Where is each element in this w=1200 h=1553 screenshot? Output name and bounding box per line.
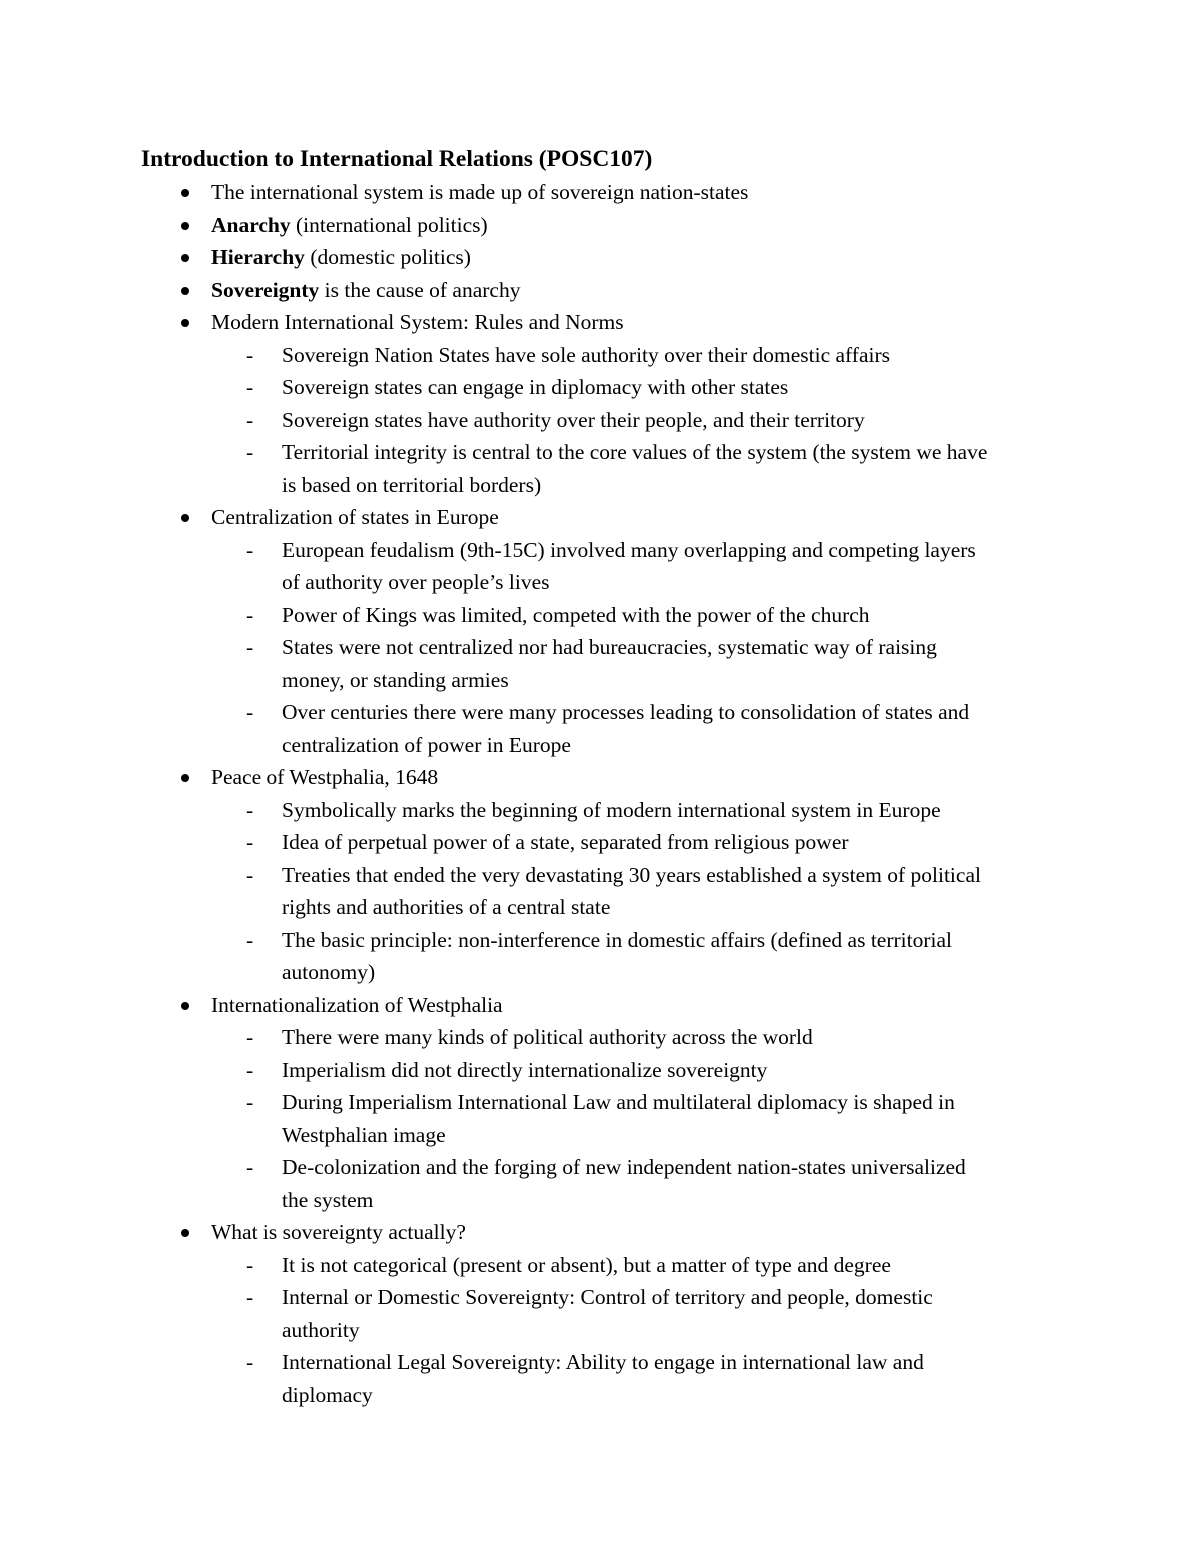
bullet-body: is the cause of anarchy xyxy=(319,277,521,302)
sub-item-line: Power of Kings was limited, competed with the power of the church xyxy=(282,602,870,627)
sub-list xyxy=(211,1249,1071,1412)
sub-list xyxy=(211,534,1071,762)
dash-marker: - xyxy=(246,700,254,724)
bullet-dot-icon xyxy=(181,319,189,327)
sub-item xyxy=(141,631,1071,696)
bullet-bold-term: Anarchy xyxy=(211,212,291,237)
sub-item xyxy=(141,1021,1071,1054)
bullet-dot-icon xyxy=(181,1229,189,1237)
sub-item-line: centralization of power in Europe xyxy=(282,732,571,757)
sub-item-line: The basic principle: non-interference in domestic affairs (defined as territorial xyxy=(282,927,952,952)
bullet-item xyxy=(141,1216,1071,1411)
dash-marker: - xyxy=(246,927,254,952)
sub-item-line: rights and authorities of a central state xyxy=(282,895,611,919)
sub-item-line: authority xyxy=(282,1317,360,1342)
bullet-text xyxy=(211,274,1071,307)
sub-list xyxy=(211,794,1071,989)
bullet-body: Peace of Westphalia, 1648 xyxy=(211,765,439,789)
bullet-item xyxy=(141,209,1071,242)
dash-marker: - xyxy=(246,407,254,432)
sub-item-line: European feudalism (9th-15C) involved many overlapping and competing layers xyxy=(282,537,976,562)
sub-item xyxy=(141,371,1071,404)
sub-item xyxy=(141,599,1071,632)
sub-item-line: money, or standing armies xyxy=(282,667,509,692)
sub-item-line: It is not categorical (present or absent), but a matter of type and degree xyxy=(282,1252,891,1277)
dash-marker: - xyxy=(246,537,254,562)
bullet-item xyxy=(141,274,1071,307)
bullet-body: Centralization of states in Europe xyxy=(211,505,499,529)
sub-item-line: Westphalian image xyxy=(282,1122,446,1147)
bullet-text xyxy=(211,1216,1071,1249)
bullet-item xyxy=(141,761,1071,989)
dash-marker: - xyxy=(246,1155,254,1179)
dash-marker: - xyxy=(246,797,254,822)
sub-item xyxy=(141,1249,1071,1282)
sub-item-line: autonomy) xyxy=(282,960,376,984)
bullet-dot-icon xyxy=(181,254,189,262)
bullet-item xyxy=(141,989,1071,1217)
sub-item xyxy=(141,1346,1071,1411)
sub-item xyxy=(141,1054,1071,1087)
sub-item xyxy=(141,794,1071,827)
bullet-list xyxy=(141,176,1071,1411)
sub-item-line: Sovereign states can engage in diplomacy with other states xyxy=(282,375,789,399)
bullet-dot-icon xyxy=(181,189,189,197)
sub-list xyxy=(211,339,1071,502)
bullet-text xyxy=(211,501,1071,534)
sub-item-line: Imperialism did not directly internationalize sovereignty xyxy=(282,1057,768,1082)
sub-item-line: Idea of perpetual power of a state, separated from religious power xyxy=(282,830,849,854)
bullet-text xyxy=(211,761,1071,794)
dash-marker: - xyxy=(246,830,254,854)
bullet-dot-icon xyxy=(181,222,189,230)
sub-item-line: is based on territorial borders) xyxy=(282,472,542,497)
bullet-bold-term: Sovereignty xyxy=(211,277,320,302)
sub-item-line: There were many kinds of political authority across the world xyxy=(282,1025,813,1049)
sub-item xyxy=(141,1151,1071,1216)
dash-marker: - xyxy=(246,1350,254,1374)
sub-item xyxy=(141,859,1071,924)
sub-item xyxy=(141,696,1071,761)
sub-item-line: Internal or Domestic Sovereignty: Control of territory and people, domestic xyxy=(282,1285,933,1309)
sub-item-line: Territorial integrity is central to the core values of the system (the system we have xyxy=(282,440,988,464)
dash-marker: - xyxy=(246,375,254,399)
sub-list xyxy=(211,1021,1071,1216)
dash-marker: - xyxy=(246,602,254,627)
sub-item-line: Treaties that ended the very devastating 30 years established a system of political xyxy=(282,862,981,887)
sub-item-line: De-colonization and the forging of new independent nation-states universalized xyxy=(282,1155,966,1179)
bullet-bold-term: Hierarchy xyxy=(211,245,305,269)
sub-item xyxy=(141,1086,1071,1151)
sub-item-line: Symbolically marks the beginning of modern international system in Europe xyxy=(282,797,941,822)
bullet-text xyxy=(211,209,1071,242)
dash-marker: - xyxy=(246,1285,254,1309)
dash-marker: - xyxy=(246,342,254,367)
bullet-text xyxy=(211,306,1071,339)
sub-item-line: of authority over people’s lives xyxy=(282,570,550,594)
sub-item xyxy=(141,924,1071,989)
sub-item xyxy=(141,436,1071,501)
dash-marker: - xyxy=(246,862,254,887)
bullet-text xyxy=(211,241,1071,274)
bullet-text xyxy=(211,989,1071,1022)
dash-marker: - xyxy=(246,635,254,659)
document-title: Introduction to International Relations (POSC107) xyxy=(141,146,653,172)
sub-item-line: diplomacy xyxy=(282,1382,373,1407)
bullet-body: (domestic politics) xyxy=(304,245,471,269)
bullet-text xyxy=(211,176,1071,209)
document-body xyxy=(141,143,1071,1411)
sub-item-line: Sovereign states have authority over their people, and their territory xyxy=(282,407,865,432)
dash-marker: - xyxy=(246,1025,254,1049)
bullet-item xyxy=(141,241,1071,274)
sub-item xyxy=(141,534,1071,599)
sub-item-line: Over centuries there were many processes leading to consolidation of states and xyxy=(282,700,970,724)
bullet-dot-icon xyxy=(181,514,189,522)
bullet-item xyxy=(141,501,1071,761)
dash-marker: - xyxy=(246,1090,254,1114)
sub-item xyxy=(141,1281,1071,1346)
bullet-body: Internationalization of Westphalia xyxy=(211,992,503,1017)
sub-item xyxy=(141,339,1071,372)
sub-item xyxy=(141,826,1071,859)
sub-item-line: States were not centralized nor had bureaucracies, systematic way of raising xyxy=(282,635,937,659)
dash-marker: - xyxy=(246,440,254,464)
sub-item-line: During Imperialism International Law and multilateral diplomacy is shaped in xyxy=(282,1090,955,1114)
bullet-dot-icon xyxy=(181,774,189,782)
bullet-body: What is sovereignty actually? xyxy=(211,1220,466,1244)
dash-marker: - xyxy=(246,1252,254,1277)
bullet-item xyxy=(141,306,1071,501)
sub-item-line: the system xyxy=(282,1187,374,1212)
dash-marker: - xyxy=(246,1057,254,1082)
sub-item xyxy=(141,404,1071,437)
sub-item-line: Sovereign Nation States have sole authority over their domestic affairs xyxy=(282,342,891,367)
bullet-body: The international system is made up of sovereign nation-states xyxy=(211,180,749,204)
bullet-body: Modern International System: Rules and Norms xyxy=(211,310,624,334)
bullet-body: (international politics) xyxy=(290,212,488,237)
bullet-dot-icon xyxy=(181,1002,189,1010)
bullet-dot-icon xyxy=(181,287,189,295)
bullet-item xyxy=(141,176,1071,209)
sub-item-line: International Legal Sovereignty: Ability to engage in international law and xyxy=(282,1350,924,1374)
